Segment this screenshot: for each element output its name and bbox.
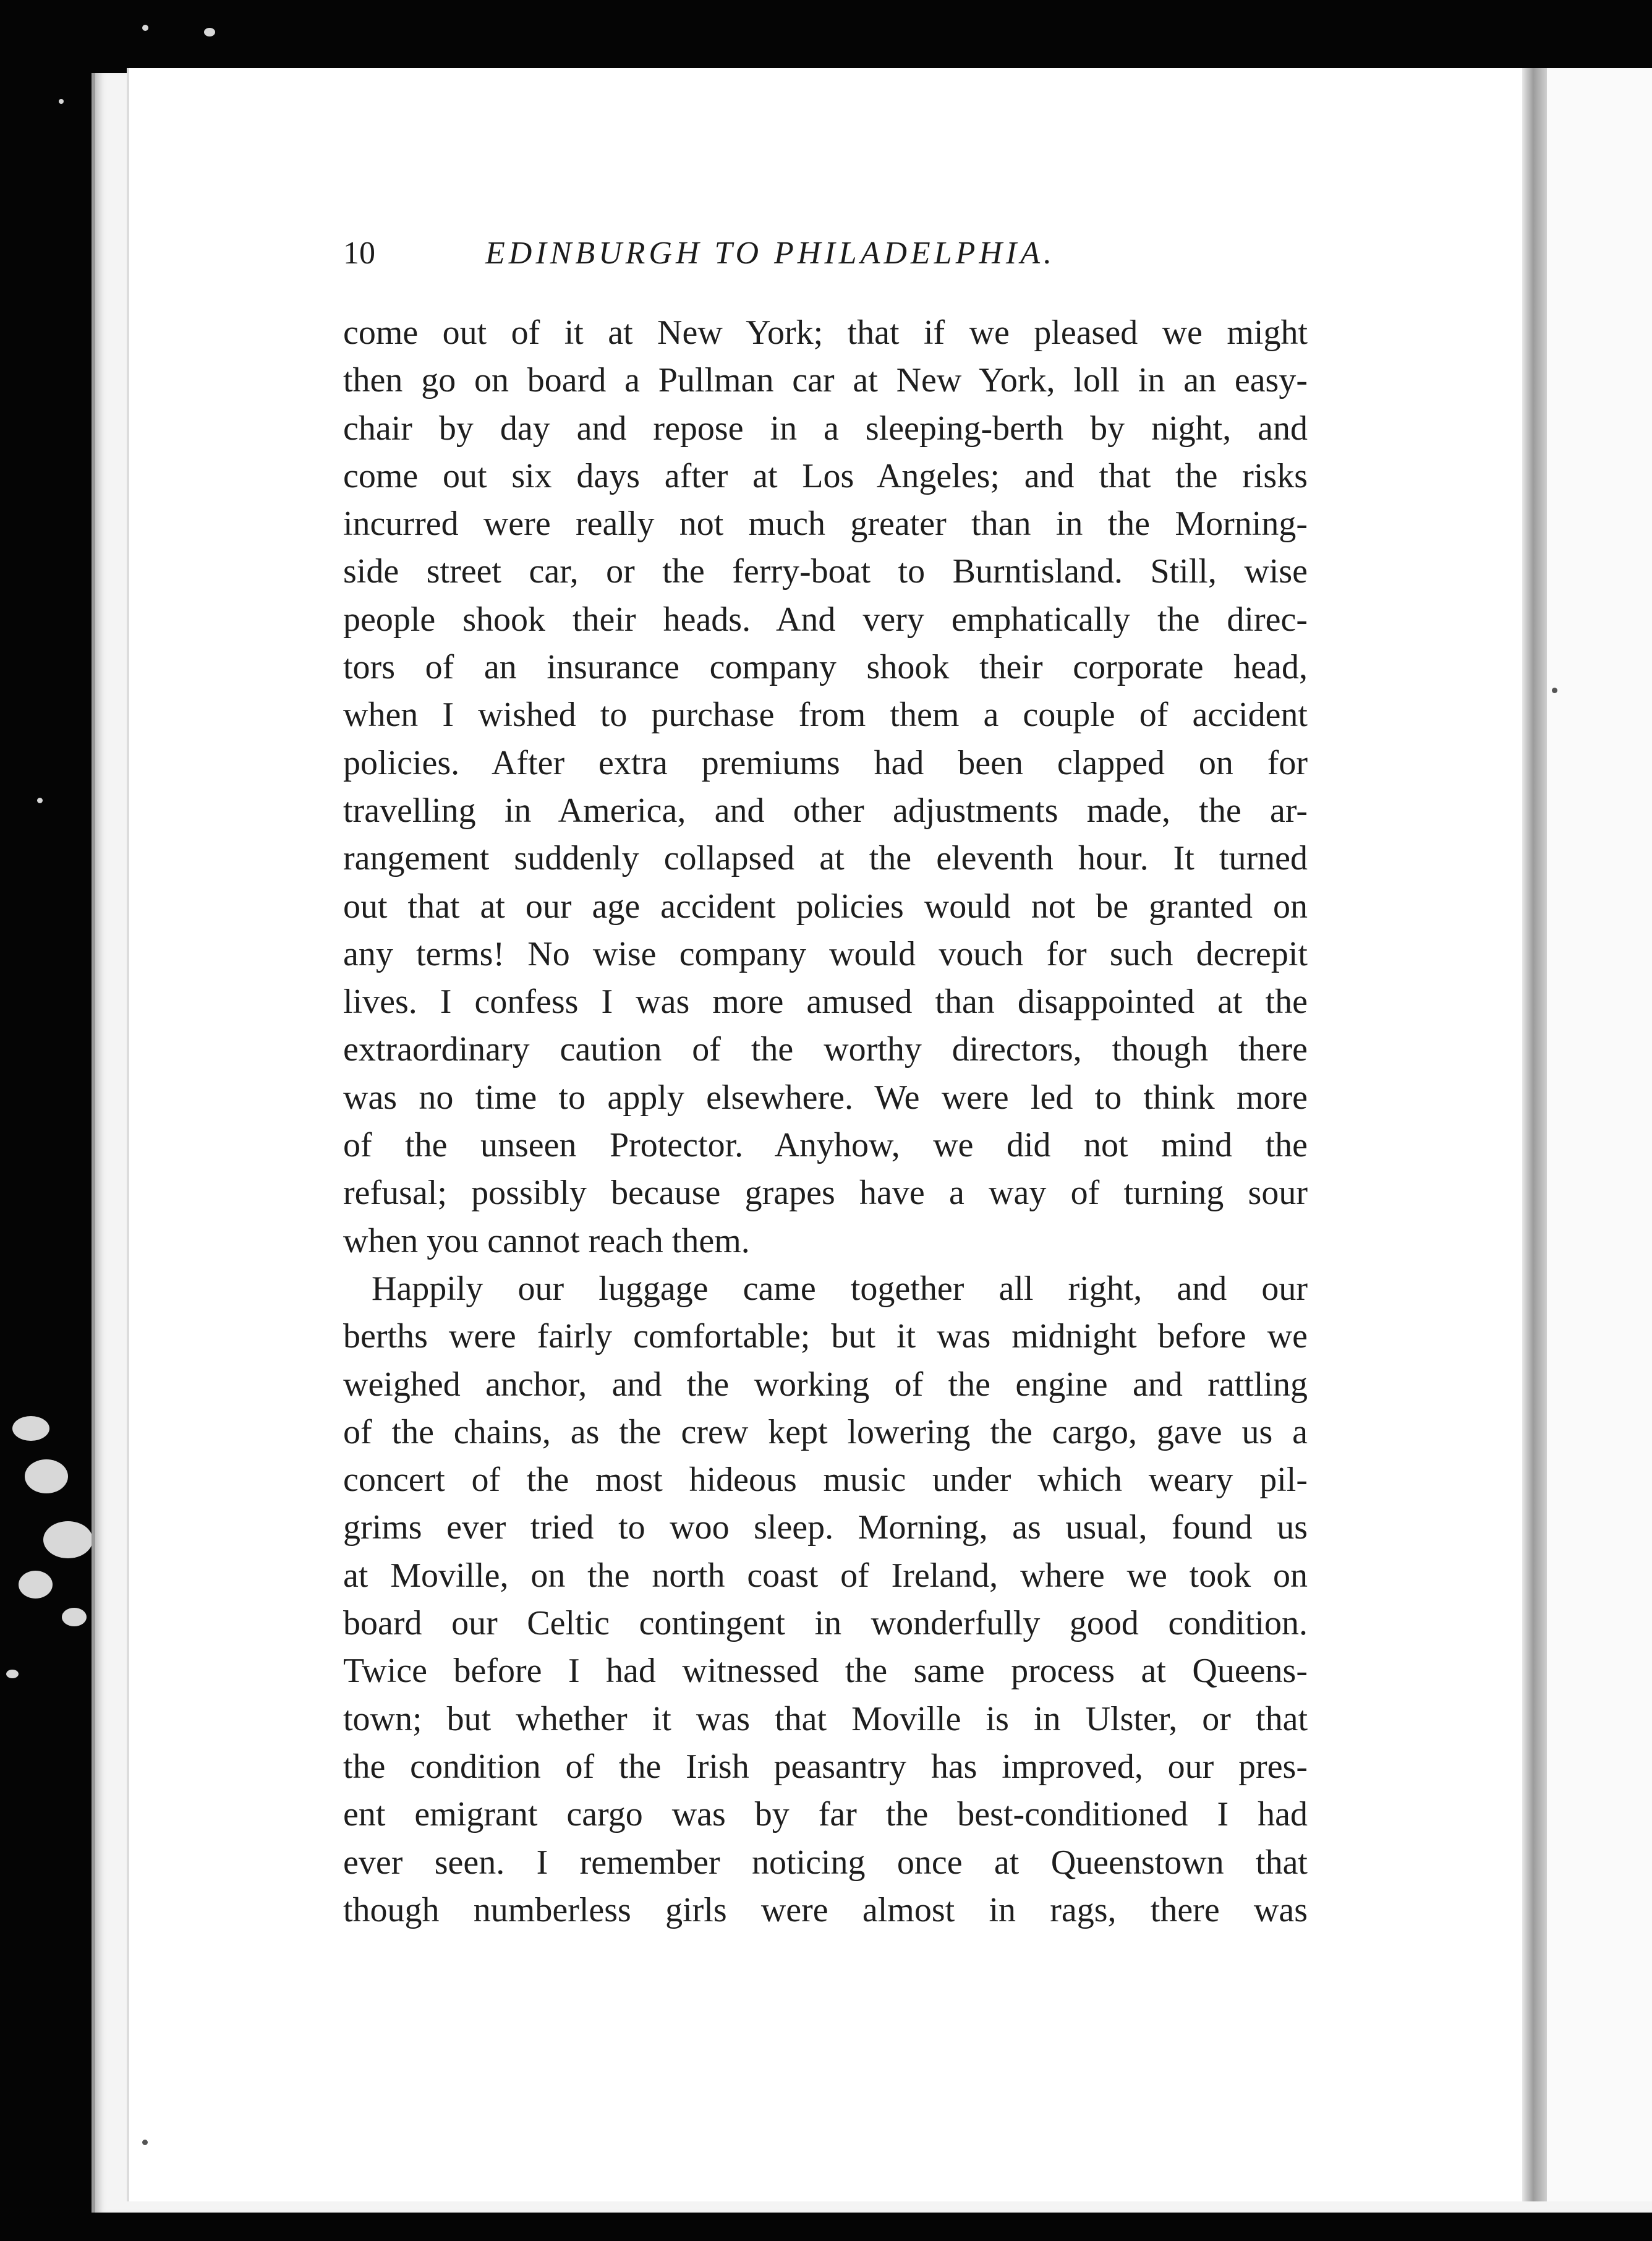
dust-speck [6, 1670, 19, 1678]
text-line: weighed anchor, and the working of the engine and rattling [343, 1365, 1308, 1404]
text-line: out that at our age accident policies would not be granted on [343, 887, 1308, 926]
dust-speck [204, 28, 215, 36]
text-line: of the unseen Protector. Anyhow, we did not mind the [343, 1126, 1308, 1165]
text-line: the condition of the Irish peasantry has improved, our pres- [343, 1747, 1308, 1786]
dust-speck [25, 1459, 68, 1493]
text-line: any terms! No wise company would vouch for such decrepit [343, 934, 1308, 973]
page-header [343, 229, 1165, 278]
text-line: grims ever tried to woo sleep. Morning, as usual, found us [343, 1508, 1308, 1547]
text-line: incurred were really not much greater than in the Morning- [343, 505, 1308, 544]
text-line: ever seen. I remember noticing once at Queenstown that [343, 1843, 1308, 1882]
page-fold-shadow [1522, 68, 1547, 2201]
dust-speck [12, 1416, 49, 1441]
dust-speck [19, 1571, 53, 1599]
text-line: town; but whether it was that Moville is in Ulster, or that [343, 1699, 1308, 1738]
dust-speck [62, 1608, 87, 1626]
text-line: side street car, or the ferry-boat to Burntisland. Still, wise [343, 552, 1308, 591]
margin-mark [142, 2140, 148, 2145]
text-line: refusal; possibly because grapes have a way of turning sour [343, 1174, 1308, 1213]
text-line: Twice before I had witnessed the same process at Queens- [343, 1652, 1308, 1691]
text-line: policies. After extra premiums had been clapped on for [343, 743, 1308, 782]
text-line: when I wished to purchase from them a couple of accident [343, 696, 1308, 735]
text-line: Happily our luggage came together all right, and our [372, 1269, 1308, 1308]
dust-speck [142, 25, 148, 31]
text-line: when you cannot reach them. [343, 1221, 750, 1260]
page-number: 10 [343, 236, 375, 271]
margin-mark [1552, 688, 1557, 693]
dust-speck [43, 1521, 93, 1558]
text-line: concert of the most hideous music under which weary pil- [343, 1461, 1308, 1500]
text-line: then go on board a Pullman car at New York, loll in an easy- [343, 361, 1308, 400]
text-line: ent emigrant cargo was by far the best-conditioned I had [343, 1795, 1308, 1834]
text-line: at Moville, on the north coast of Ireland, where we took on [343, 1556, 1308, 1595]
text-line: was no time to apply elsewhere. We were led to think more [343, 1078, 1308, 1117]
text-line: board our Celtic contingent in wonderfully good condition. [343, 1604, 1308, 1643]
text-line: lives. I confess I was more amused than disappointed at the [343, 983, 1308, 1022]
text-line: berths were fairly comfortable; but it was midnight before we [343, 1317, 1308, 1356]
text-line: people shook their heads. And very emphatically the direc- [343, 600, 1308, 639]
text-line: of the chains, as the crew kept lowering the cargo, gave us a [343, 1412, 1308, 1451]
text-line: rangement suddenly collapsed at the eleventh hour. It turned [343, 839, 1308, 878]
dust-speck [37, 798, 43, 803]
running-head: EDINBURGH TO PHILADELPHIA. [485, 236, 1055, 271]
dust-speck [59, 99, 64, 104]
text-line: tors of an insurance company shook their corporate head, [343, 648, 1308, 687]
text-line: come out six days after at Los Angeles; and that the risks [343, 456, 1308, 495]
text-line: come out of it at New York; that if we pleased we might [343, 314, 1308, 352]
facing-page-strip [1547, 68, 1652, 2201]
text-line: extraordinary caution of the worthy directors, though there [343, 1030, 1308, 1069]
body-text [343, 309, 1308, 1934]
text-line: though numberless girls were almost in rags, there was [343, 1890, 1308, 1929]
text-line: chair by day and repose in a sleeping-berth by night, and [343, 409, 1308, 448]
text-line: travelling in America, and other adjustments made, the ar- [343, 791, 1308, 830]
